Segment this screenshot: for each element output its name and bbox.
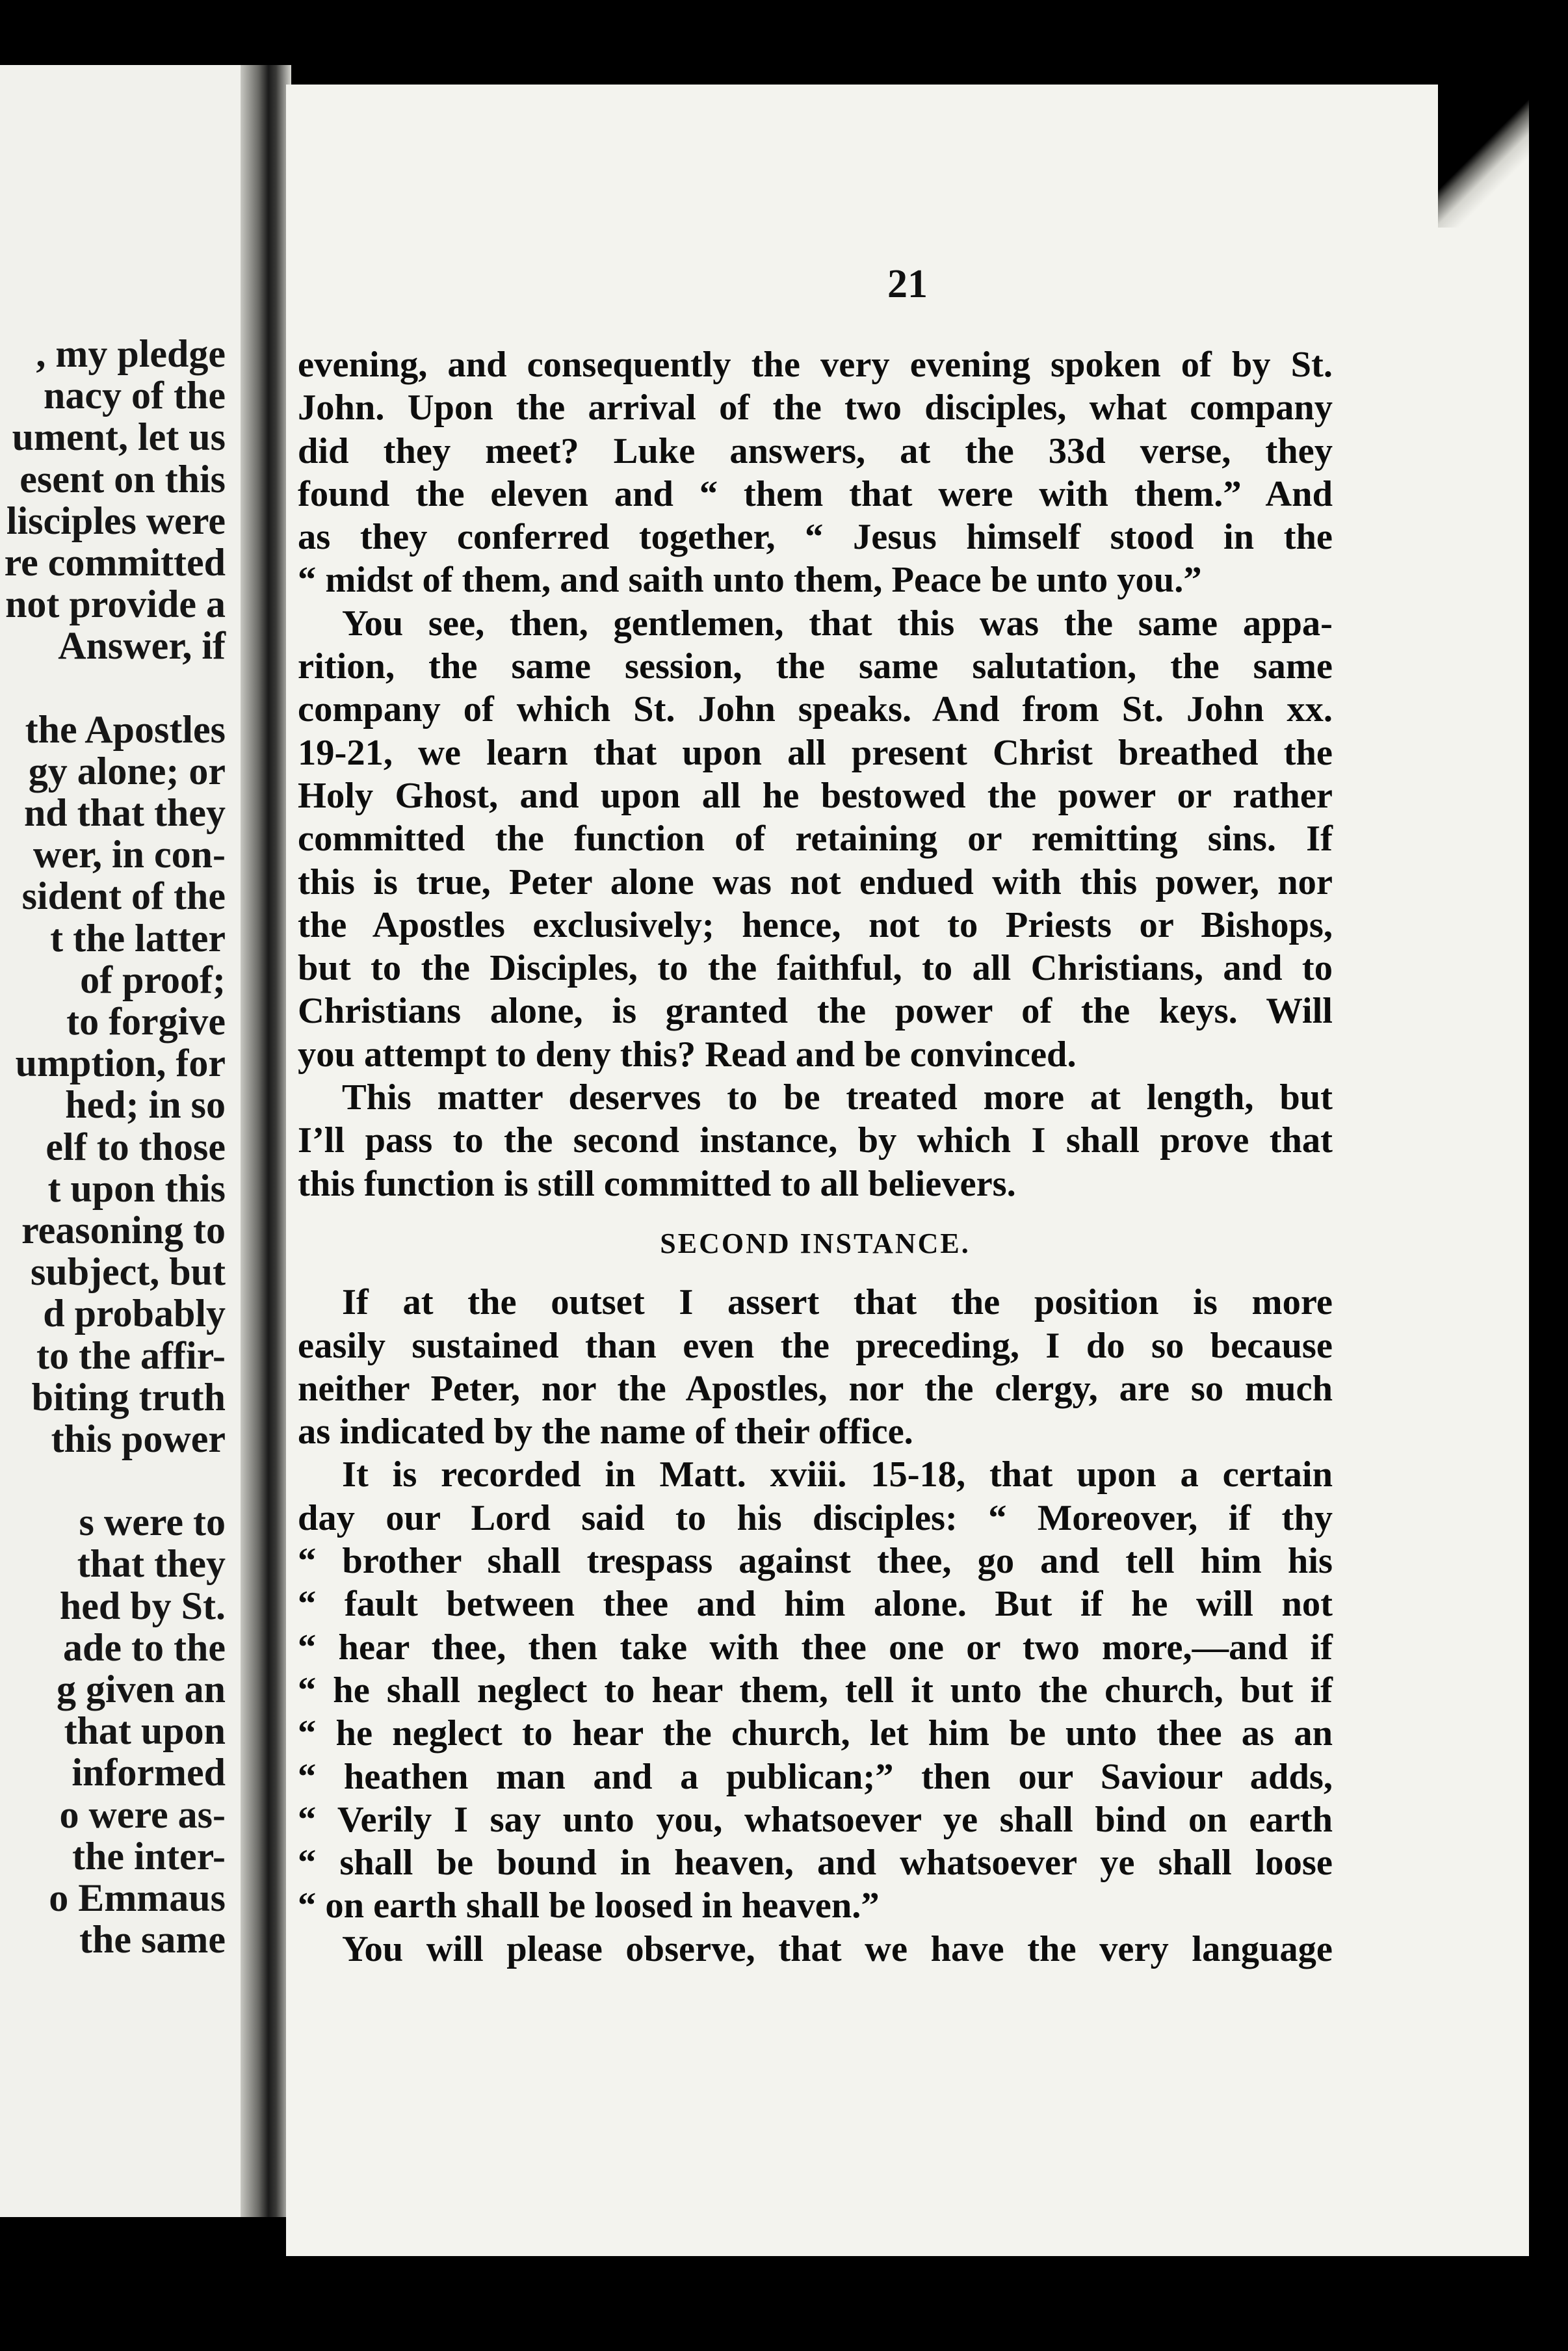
text-line: ade to the bbox=[63, 1625, 226, 1669]
text-line: re committed bbox=[4, 540, 226, 584]
text-line: “ he shall neglect to hear them, tell it unto the church, but if bbox=[298, 1670, 1333, 1711]
text-line: reasoning to bbox=[21, 1208, 226, 1252]
current-page bbox=[286, 85, 1529, 2256]
text-line: rition, the same session, the same salutation, the same bbox=[298, 646, 1333, 687]
text-line: “ Verily I say unto you, whatsoever ye shall bind on earth bbox=[298, 1799, 1333, 1840]
text-line: company of which St. John speaks. And from St. John xx. bbox=[298, 689, 1333, 730]
text-line: This matter deserves to be treated more at length, but bbox=[342, 1077, 1333, 1118]
text-line: not provide a bbox=[5, 583, 226, 626]
paragraph bbox=[298, 1928, 1333, 1971]
text-line: you attempt to deny this? Read and be convinced. bbox=[298, 1034, 1077, 1075]
text-line: “ fault between thee and him alone. But if he will not bbox=[298, 1584, 1333, 1625]
text-line: t the latter bbox=[50, 916, 226, 960]
text-line: It is recorded in Matt. xviii. 15-18, that upon a certain bbox=[342, 1454, 1333, 1495]
text-line: committed the function of retaining or remitting sins. If bbox=[298, 819, 1333, 860]
text-line: hed by St. bbox=[59, 1584, 226, 1627]
page-body bbox=[298, 343, 1333, 1971]
text-line: this is true, Peter alone was not endued with this power, nor bbox=[298, 861, 1333, 902]
text-line: that upon bbox=[64, 1709, 226, 1753]
text-line bbox=[0, 1460, 226, 1501]
paragraph bbox=[298, 1281, 1333, 1453]
text-line: subject, but bbox=[30, 1250, 226, 1294]
paragraph bbox=[298, 343, 1333, 602]
page-corner-fold bbox=[1438, 85, 1529, 228]
previous-page-fragment bbox=[0, 65, 263, 2217]
text-line: lisciples were bbox=[6, 499, 226, 542]
text-line: g given an bbox=[56, 1668, 226, 1711]
section-heading: SECOND INSTANCE. bbox=[660, 1227, 971, 1259]
text-line: o were as- bbox=[59, 1793, 226, 1836]
text-line: John. Upon the arrival of the two disciples, what company bbox=[298, 387, 1333, 428]
text-line: sident of the bbox=[21, 874, 226, 918]
text-line: easily sustained than even the preceding, I do so because bbox=[298, 1325, 1333, 1366]
text-line: Holy Ghost, and upon all he bestowed the power or rather bbox=[298, 775, 1333, 816]
text-line: 19-21, we learn that upon all present Christ breathed the bbox=[298, 732, 1333, 773]
text-line: elf to those bbox=[46, 1125, 226, 1168]
paragraph bbox=[298, 1453, 1333, 1927]
text-line: evening, and consequently the very evening spoken of by St. bbox=[298, 345, 1333, 385]
text-line: d probably bbox=[43, 1292, 226, 1335]
text-line: of proof; bbox=[80, 958, 226, 1001]
text-line: the Apostles bbox=[25, 707, 226, 751]
previous-page-text bbox=[0, 333, 226, 1960]
text-line: as indicated by the name of their office. bbox=[298, 1412, 913, 1452]
text-line: but to the Disciples, to the faithful, to all Christians, and to bbox=[298, 948, 1333, 989]
text-line: the same bbox=[79, 1918, 226, 1962]
text-line: You see, then, gentlemen, that this was the same appa- bbox=[342, 603, 1333, 644]
text-line: informed bbox=[72, 1751, 226, 1794]
text-line: as they conferred together, “ Jesus himself stood in the bbox=[298, 517, 1333, 558]
text-line: If at the outset I assert that the position is more bbox=[342, 1282, 1333, 1323]
text-line: nacy of the bbox=[44, 374, 226, 417]
text-line: umption, for bbox=[15, 1042, 226, 1085]
text-line: this function is still committed to all believers. bbox=[298, 1163, 1016, 1204]
text-line: “ midst of them, and saith unto them, Peace be unto you.” bbox=[298, 560, 1202, 601]
text-line: “ shall be bound in heaven, and whatsoever ye shall loose bbox=[298, 1843, 1333, 1884]
text-line: Christians alone, is granted the power of the keys. Will bbox=[298, 991, 1333, 1032]
text-line: ument, let us bbox=[12, 415, 226, 459]
text-line: “ heathen man and a publican;” then our Saviour adds, bbox=[298, 1756, 1333, 1797]
text-line: Answer, if bbox=[58, 624, 226, 668]
text-line: “ on earth shall be loosed in heaven.” bbox=[298, 1885, 880, 1926]
text-line: , my pledge bbox=[36, 332, 226, 375]
text-line: that they bbox=[77, 1542, 226, 1586]
text-line: the inter- bbox=[72, 1834, 226, 1878]
text-line: gy alone; or bbox=[28, 749, 226, 793]
text-line: wer, in con- bbox=[33, 833, 226, 876]
text-line: biting truth bbox=[31, 1375, 226, 1419]
page-number: 21 bbox=[887, 262, 928, 306]
text-line bbox=[0, 667, 226, 709]
text-line: found the eleven and “ them that were with them.” And bbox=[298, 473, 1333, 514]
text-line: “ brother shall trespass against thee, go and tell him his bbox=[298, 1541, 1333, 1582]
text-line: You will please observe, that we have the very language bbox=[342, 1928, 1333, 1969]
text-line: hed; in so bbox=[65, 1083, 226, 1127]
text-line: did they meet? Luke answers, at the 33d verse, they bbox=[298, 430, 1333, 471]
text-line: esent on this bbox=[20, 457, 226, 501]
text-line: “ he neglect to hear the church, let him be unto thee as an bbox=[298, 1713, 1333, 1754]
text-line: to the affir- bbox=[36, 1333, 226, 1377]
text-line: nd that they bbox=[23, 791, 226, 835]
text-line: s were to bbox=[79, 1501, 226, 1544]
text-line: the Apostles exclusively; hence, not to Priests or Bishops, bbox=[298, 904, 1333, 945]
text-line: neither Peter, nor the Apostles, nor the clergy, are so much bbox=[298, 1368, 1333, 1409]
text-line: this power bbox=[51, 1417, 226, 1460]
text-line: to forgive bbox=[66, 1000, 226, 1043]
text-line: t upon this bbox=[47, 1166, 226, 1210]
book-gutter bbox=[241, 65, 291, 2217]
text-line: “ hear thee, then take with thee one or two more,—and if bbox=[298, 1627, 1333, 1668]
text-line: I’ll pass to the second instance, by which I shall prove that bbox=[298, 1120, 1333, 1161]
paragraph bbox=[298, 602, 1333, 1076]
text-line: o Emmaus bbox=[49, 1876, 226, 1919]
paragraph bbox=[298, 1076, 1333, 1205]
text-line: day our Lord said to his disciples: “ Moreover, if thy bbox=[298, 1497, 1333, 1538]
